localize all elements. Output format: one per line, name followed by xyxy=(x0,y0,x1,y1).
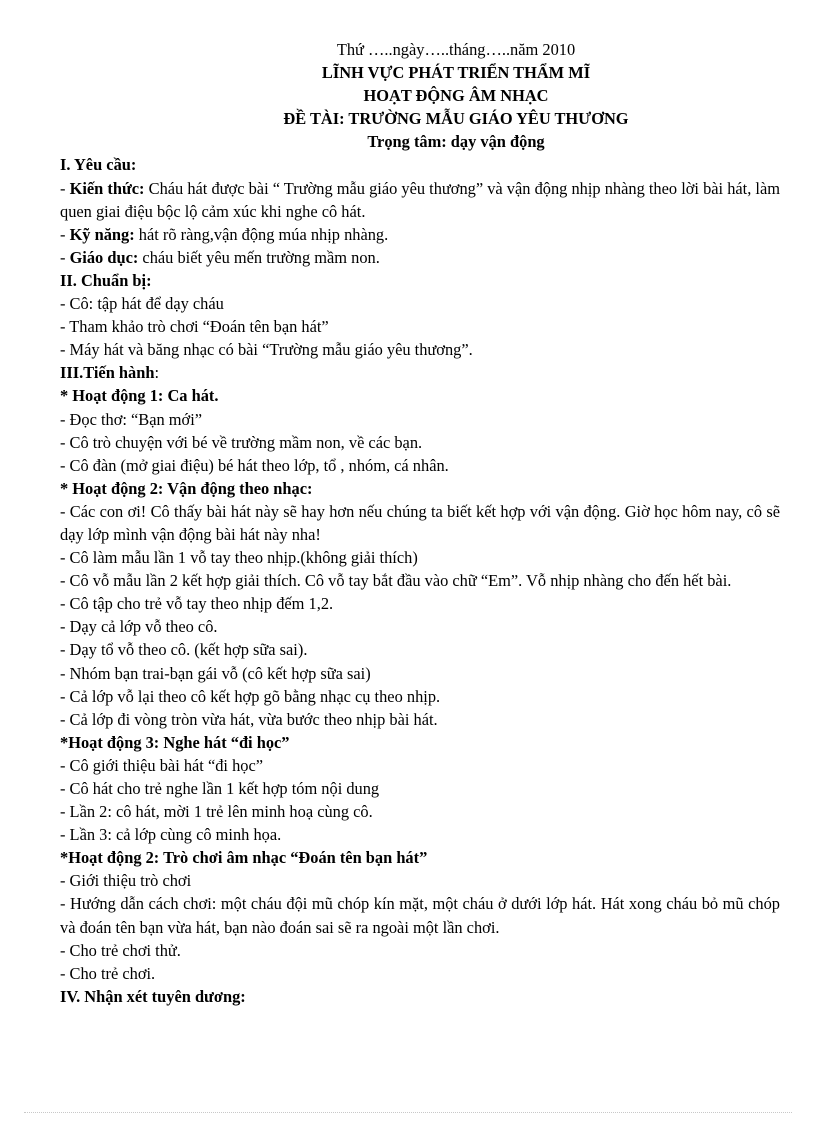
list-item: - Giới thiệu trò chơi xyxy=(60,871,192,891)
list-item: - Cô làm mẫu lần 1 vỗ tay theo nhịp.(không giải thích) xyxy=(60,548,418,568)
list-item: - Máy hát và băng nhạc có bài “Trường mẫu giáo yêu thương”. xyxy=(60,340,473,360)
list-item: - Hướng dẫn cách chơi: một cháu đội mũ chóp kín mặt, một cháu ở dưới lớp hát. Hát xong cháu bỏ mũ chóp và đoán tên bạn vừa hát, bạn nào đoán sai sẽ ra ngoài một lần chơi. xyxy=(60,894,780,937)
list-item: - Cô đàn (mở giai điệu) bé hát theo lớp, tổ , nhóm, cá nhân. xyxy=(60,455,449,475)
activity-4-heading: *Hoạt động 2: Trò chơi âm nhạc “Đoán tên bạn hát” xyxy=(60,848,428,868)
education-text: cháu biết yêu mến trường mầm non. xyxy=(138,247,380,267)
list-item: - Cho trẻ chơi. xyxy=(60,963,156,983)
list-item: - Các con ơi! Cô thấy bài hát này sẽ hay hơn nếu chúng ta biết kết hợp với vận động. Giờ học hôm nay, cô sẽ dạy lớp mình vận động bài hát này nha! xyxy=(60,501,780,544)
activity-1-heading: * Hoạt động 1: Ca hát. xyxy=(60,386,219,406)
section-4-heading: IV. Nhận xét tuyên dương: xyxy=(60,986,246,1006)
page-footer-divider xyxy=(24,1112,792,1113)
document-page xyxy=(60,38,780,1008)
list-item: - Cô hát cho trẻ nghe lần 1 kết hợp tóm nội dung xyxy=(60,779,380,798)
list-item: - Lần 3: cả lớp cùng cô minh họa. xyxy=(60,825,282,845)
skill-paragraph: - Kỹ năng: hát rõ ràng,vận động múa nhịp nhàng. xyxy=(60,224,389,244)
activity-2-heading: * Hoạt động 2: Vận động theo nhạc: xyxy=(60,478,313,498)
activity-3-heading: *Hoạt động 3: Nghe hát “đi học” xyxy=(60,732,290,752)
list-item: - Đọc thơ: “Bạn mới” xyxy=(60,409,203,429)
focus-title: Trọng tâm: dạy vận động xyxy=(367,132,545,152)
skill-text: hát rõ ràng,vận động múa nhịp nhàng. xyxy=(134,224,389,244)
education-paragraph: - Giáo dục: cháu biết yêu mến trường mầm non. xyxy=(60,247,380,267)
list-item: - Nhóm bạn trai-bạn gái vỗ (cô kết hợp sữa sai) xyxy=(60,663,371,683)
list-item: - Tham khảo trò chơi “Đoán tên bạn hát” xyxy=(60,317,329,337)
list-item: - Cả lớp vỗ lại theo cô kết hợp gõ bằng nhạc cụ theo nhịp. xyxy=(60,686,441,706)
activity-title: HOẠT ĐỘNG ÂM NHẠC xyxy=(363,86,549,106)
knowledge-text: Cháu hát được bài “ Trường mẫu giáo yêu thương” và vận động nhịp nhàng theo lời bài hát, làm quen giai điệu bộc lộ cảm xúc khi nghe cô hát. xyxy=(60,178,781,221)
list-item: - Cô trò chuyện với bé về trường mầm non, về các bạn. xyxy=(60,432,423,452)
section-3-heading xyxy=(60,361,780,384)
date-line: Thứ …..ngày…..tháng…..năm 2010 xyxy=(336,40,576,59)
list-item: - Dạy tổ vỗ theo cô. (kết hợp sữa sai). xyxy=(60,640,308,660)
education-label: Giáo dục: xyxy=(69,247,139,267)
field-title: LĨNH VỰC PHÁT TRIỂN THẨM MĨ xyxy=(321,63,591,83)
section-1-heading: I. Yêu cầu: xyxy=(60,155,137,175)
list-item: - Cô tập cho trẻ vỗ tay theo nhịp đếm 1,2. xyxy=(60,594,334,614)
section-3-title: III.Tiến hành xyxy=(60,363,155,383)
section-3-colon: : xyxy=(154,363,160,383)
knowledge-label: Kiến thức: xyxy=(69,178,145,198)
list-item: - Cả lớp đi vòng tròn vừa hát, vừa bước theo nhịp bài hát. xyxy=(60,709,438,729)
skill-label: Kỹ năng: xyxy=(69,224,135,244)
knowledge-paragraph: - Kiến thức: Cháu hát được bài “ Trường mẫu giáo yêu thương” và vận động nhịp nhàng theo lời bài hát, làm quen giai điệu bộc lộ cảm xúc khi nghe cô hát. xyxy=(60,178,781,221)
topic-title: ĐỀ TÀI: TRƯỜNG MẪU GIÁO YÊU THƯƠNG xyxy=(283,109,629,129)
list-item: - Lần 2: cô hát, mời 1 trẻ lên minh hoạ cùng cô. xyxy=(60,802,373,822)
list-item: - Cô giới thiệu bài hát “đi học” xyxy=(60,755,264,775)
list-item: - Cho trẻ chơi thử. xyxy=(60,940,181,960)
section-2-heading: II. Chuẩn bị: xyxy=(60,270,152,290)
list-item: - Cô: tập hát để dạy cháu xyxy=(60,294,224,314)
list-item: - Cô vỗ mẫu lần 2 kết hợp giải thích. Cô vỗ tay bắt đầu vào chữ “Em”. Vỗ nhịp nhàng cho đến hết bài. xyxy=(60,571,732,591)
list-item: - Dạy cả lớp vỗ theo cô. xyxy=(60,617,218,637)
